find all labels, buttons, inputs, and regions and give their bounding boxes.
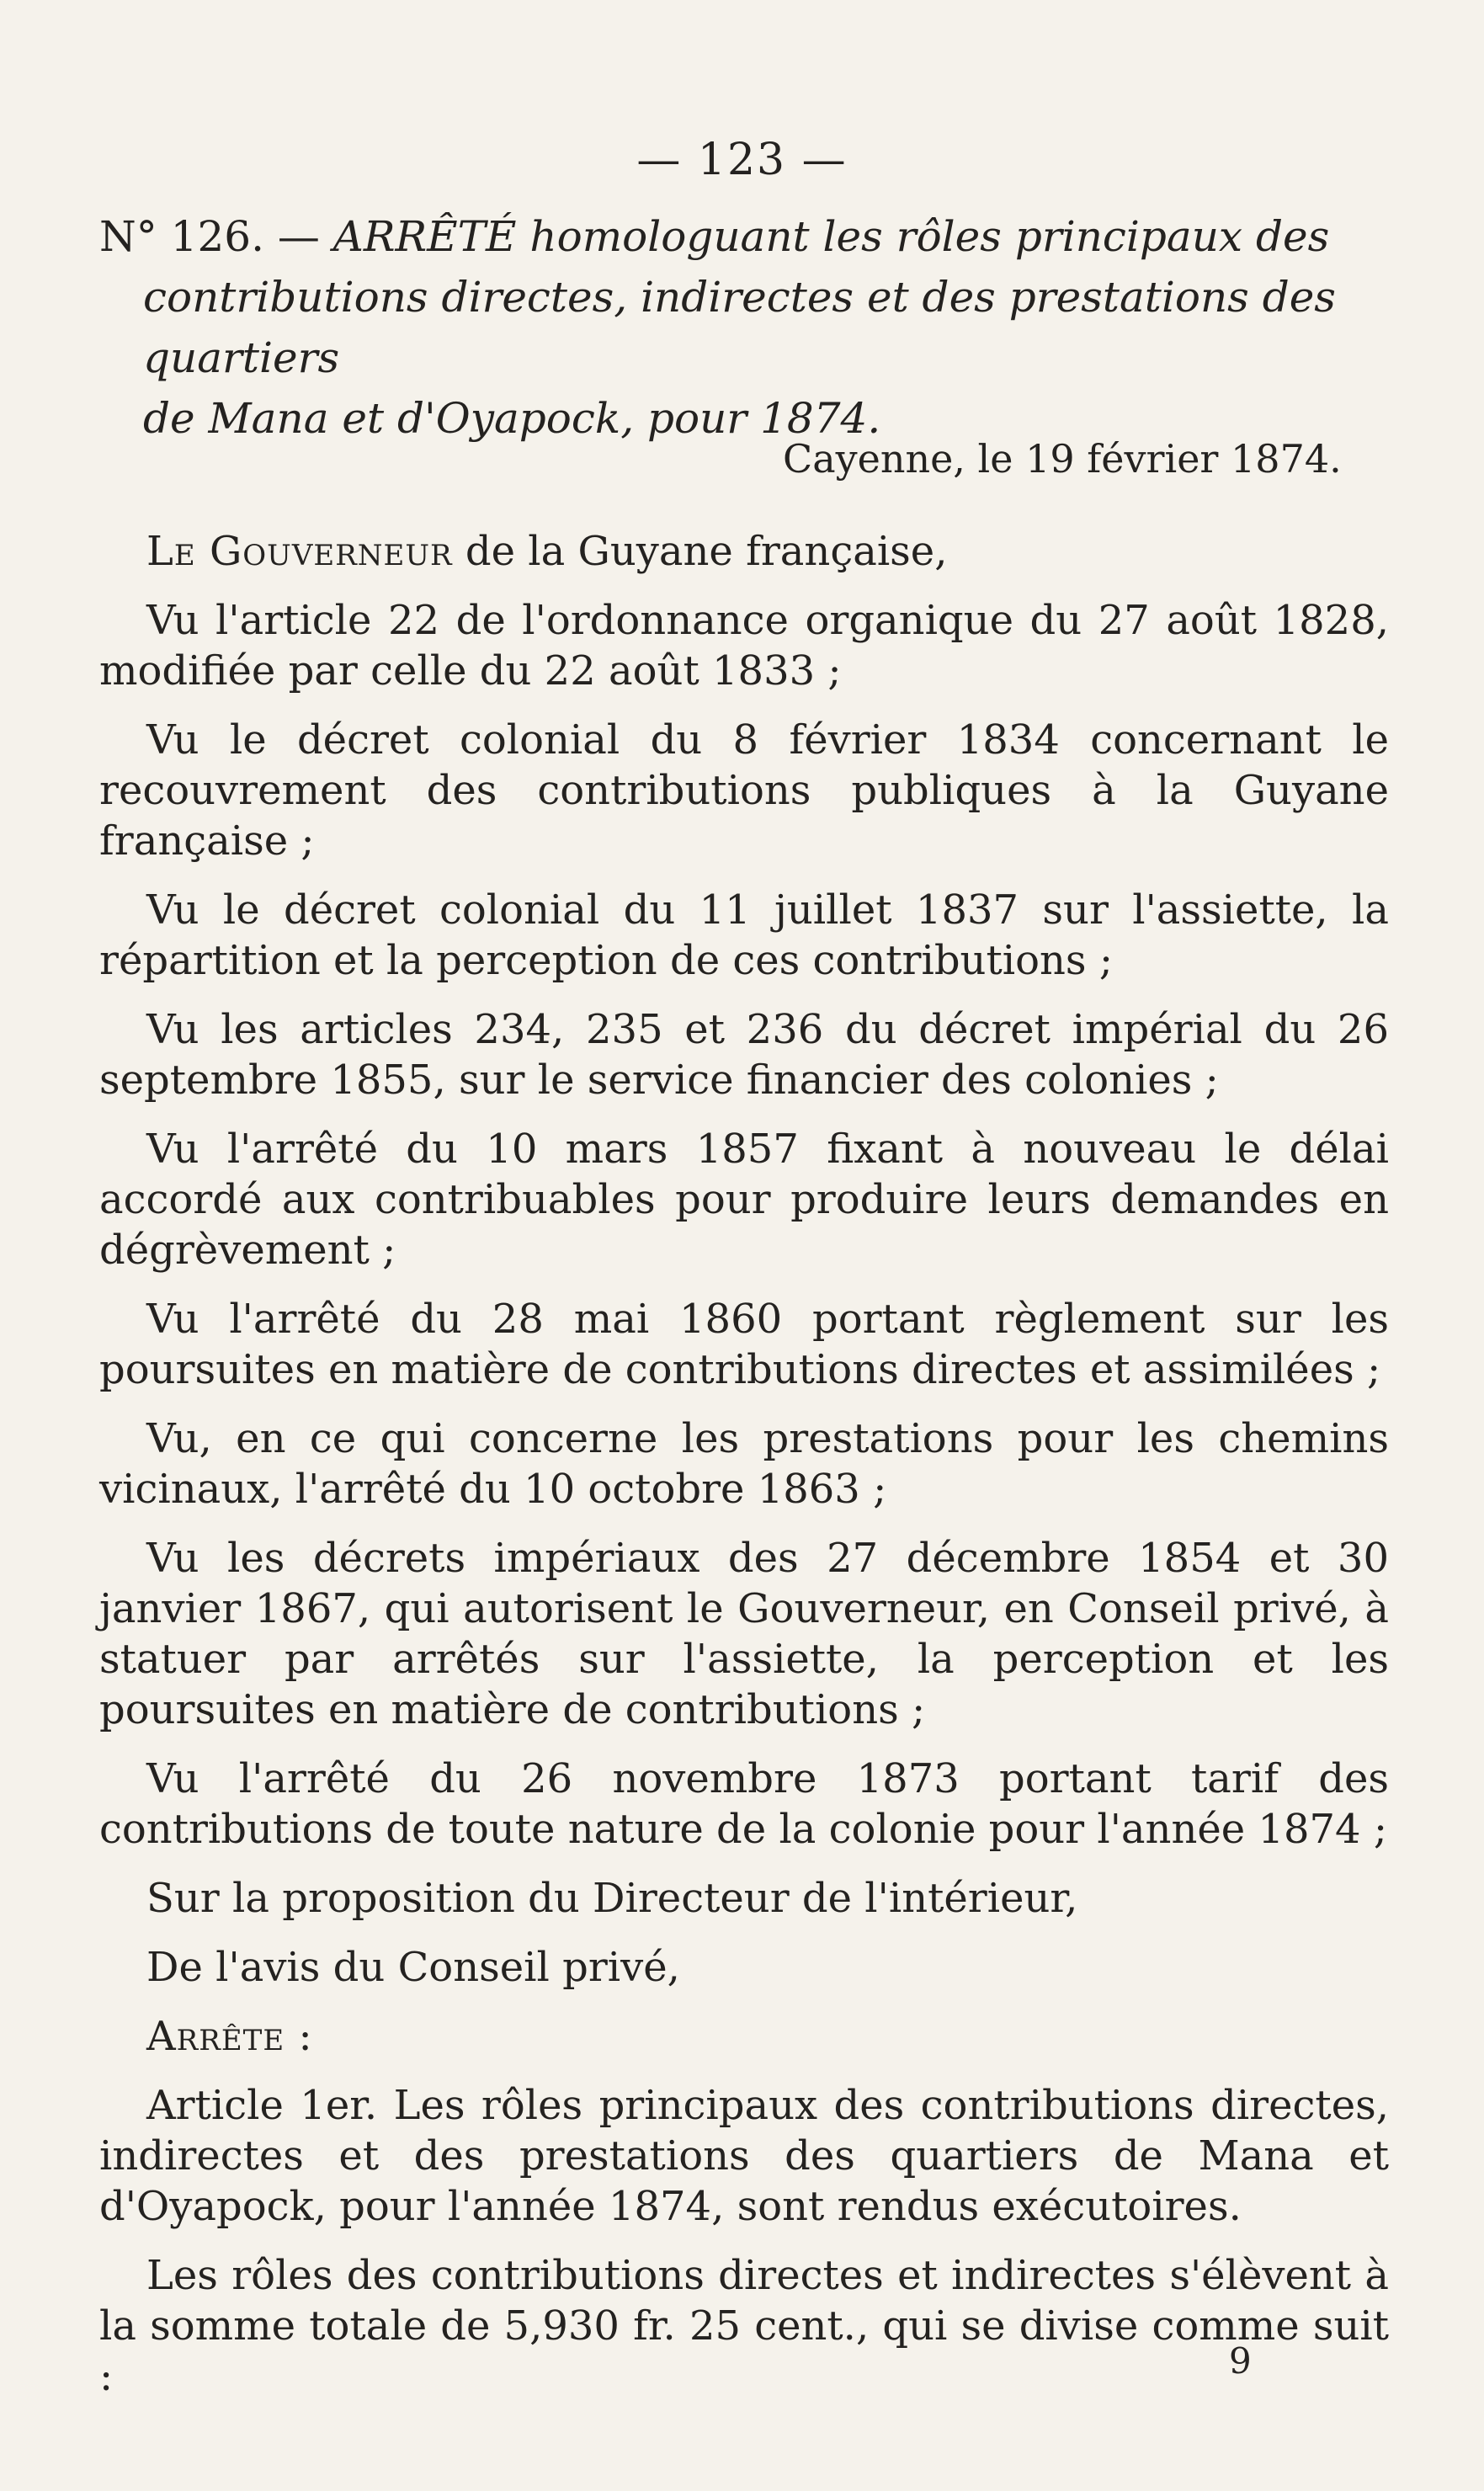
- arrete-heading: [99, 2011, 1389, 2062]
- governor-label: Le Gouverneur: [146, 528, 453, 575]
- paragraph-11: De l'avis du Conseil privé,: [146, 1944, 680, 1991]
- paragraph-8: Vu les décrets impériaux des 27 décembre 1854 et 30 janvier 1867, qui autorisent le Gouverneur, en Conseil privé, à statuer par arrêtés sur l'assiette, la perception et les poursuites en matière de contributions ;: [99, 1535, 1389, 1733]
- dateline: Cayenne, le 19 février 1874.: [783, 436, 1342, 482]
- article-1: [99, 2080, 1389, 2232]
- article-1-text: Les rôles principaux des contributions directes, indirectes et des prestations des quartiers de Mana et d'Oyapock, pour l'année 1874, sont rendus exécutoires.: [99, 2082, 1389, 2230]
- document-body: [99, 526, 1389, 2420]
- title-line-2: contributions directes, indirectes et des prestations des quartiers: [143, 273, 1336, 382]
- title-line-1: ARRÊTÉ homologuant les rôles principaux des: [332, 212, 1330, 261]
- arrete-label: Arrête :: [146, 2013, 313, 2060]
- paragraph-12: Les rôles des contributions directes et indirectes s'élèvent à la somme totale de 5,930 fr. 25 cent., qui se divise comme suit :: [99, 2252, 1389, 2400]
- title-line-3: de Mana et d'Oyapock, pour 1874.: [143, 394, 881, 443]
- paragraph-5: Vu l'arrêté du 10 mars 1857 fixant à nouveau le délai accordé aux contribuables pour produire leurs demandes en dégrèvement ;: [99, 1126, 1389, 1274]
- document-title: [99, 206, 1387, 449]
- paragraph-4: Vu les articles 234, 235 et 236 du décret impérial du 26 septembre 1855, sur le service financier des colonies ;: [99, 1006, 1389, 1104]
- article-1-label: Article 1er.: [146, 2082, 378, 2129]
- paragraph-2: Vu le décret colonial du 8 février 1834 concernant le recouvrement des contributions publiques à la Guyane française ;: [99, 716, 1389, 865]
- paragraph-6: Vu l'arrêté du 28 mai 1860 portant règlement sur les poursuites en matière de contributions directes et assimilées ;: [99, 1296, 1389, 1393]
- folio-number: 9: [1229, 2340, 1252, 2382]
- paragraph-7: Vu, en ce qui concerne les prestations pour les chemins vicinaux, l'arrêté du 10 octobre 1863 ;: [99, 1415, 1389, 1513]
- page-number: — 123 —: [636, 135, 848, 185]
- paragraph-3: Vu le décret colonial du 11 juillet 1837 sur l'assiette, la répartition et la perception de ces contributions ;: [99, 886, 1389, 984]
- governor-rest: de la Guyane française,: [452, 528, 948, 575]
- paragraph-1: Vu l'article 22 de l'ordonnance organique du 27 août 1828, modifiée par celle du 22 août 1833 ;: [99, 597, 1389, 695]
- paragraph-9: Vu l'arrêté du 26 novembre 1873 portant tarif des contributions de toute nature de la colonie pour l'année 1874 ;: [99, 1755, 1389, 1853]
- paragraph-10: Sur la proposition du Directeur de l'intérieur,: [146, 1875, 1078, 1922]
- title-number: N° 126. —: [99, 212, 320, 261]
- governor-paragraph: [99, 526, 1389, 577]
